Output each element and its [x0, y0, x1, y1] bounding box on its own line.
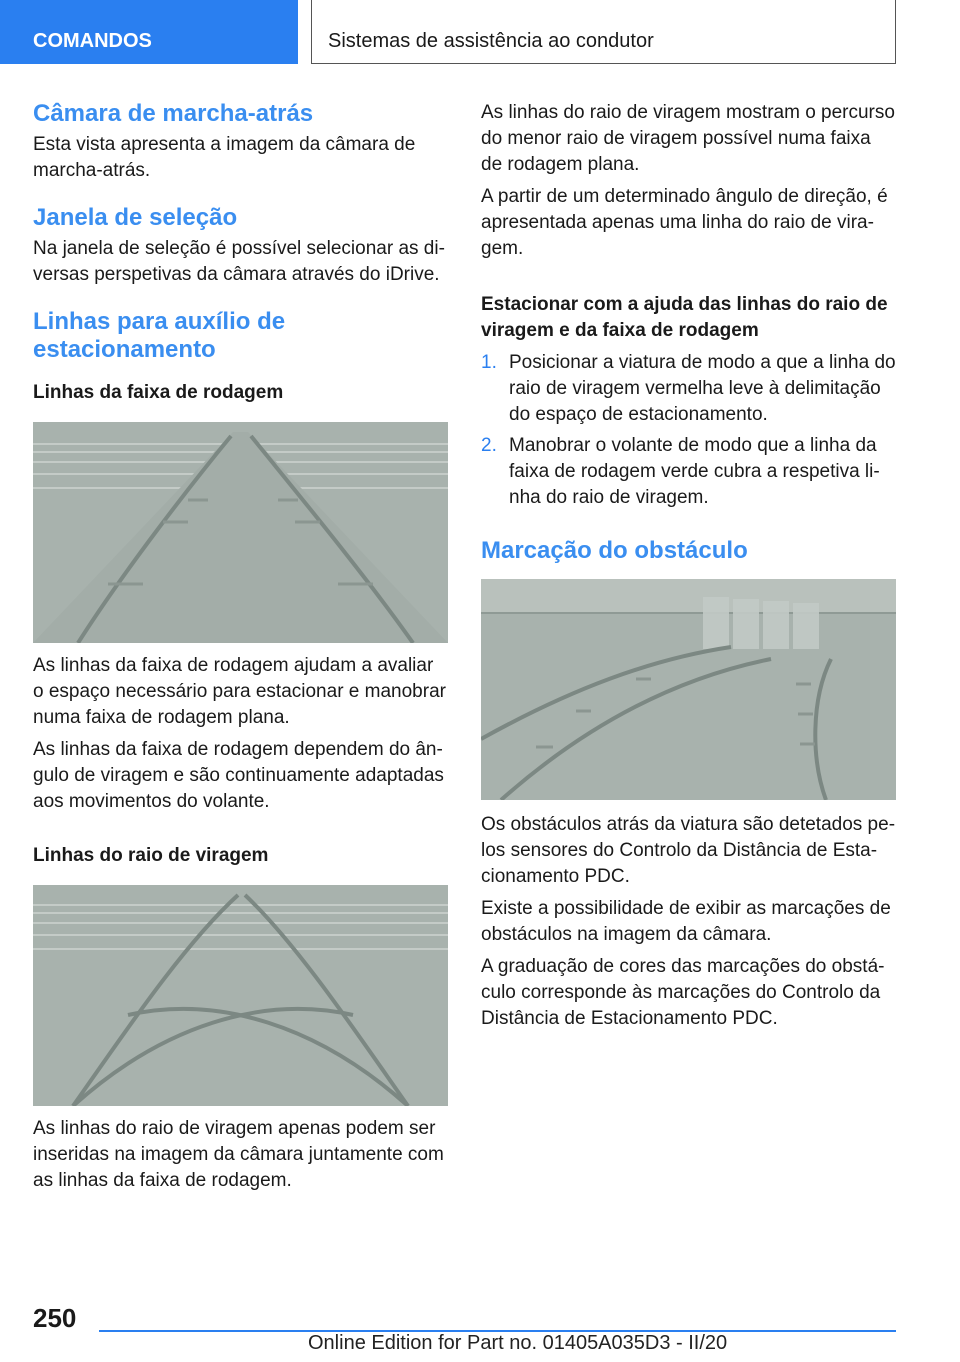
subheading-faixa: Linhas da faixa de rodagem: [33, 382, 284, 403]
paragraph-raio: As linhas do raio de viragem apenas podem ser inseridas na imagem da câmara juntamente com as linhas da faixa de rodagem.: [33, 1118, 444, 1191]
figure-turning-radius: [33, 885, 448, 1106]
paragraph-obstacle-3: A graduação de cores das marcações do obstá-culo corresponde às marcações do Controlo da Distância de Estacionamento PDC.: [481, 956, 885, 1029]
step-number: 1.: [481, 352, 497, 373]
heading-marcacao: Marcação do obstáculo: [481, 537, 748, 564]
paragraph-faixa-2: As linhas da faixa de rodagem dependem do ân-gulo de viragem e são continuamente adaptadas aos movimentos do volante.: [33, 739, 444, 812]
subheading-estacionar: Estacionar com a ajuda das linhas do raio de viragem e da faixa de rodagem: [481, 294, 888, 341]
step-text: Posicionar a viatura de modo a que a linha do raio de viragem vermelha leve à delimitação do espaço de estacionamento.: [509, 352, 896, 425]
chapter-title: Sistemas de assistência ao condutor: [311, 0, 896, 64]
list-item: [481, 433, 897, 511]
step-number: 2.: [481, 435, 497, 456]
figure-obstacle-marking: [481, 579, 896, 800]
left-column: [33, 100, 449, 1200]
paragraph-obstacle-1: Os obstáculos atrás da viatura são detetados pe-los sensores do Controlo da Distância de Esta-cionamento PDC.: [481, 814, 896, 887]
paragraph-raio-2: A partir de um determinado ângulo de direção, é apresentada apenas uma linha do raio de vira-gem.: [481, 186, 888, 259]
subheading-raio: Linhas do raio de viragem: [33, 845, 269, 866]
paragraph-faixa-1: As linhas da faixa de rodagem ajudam a avaliar o espaço necessário para estacionar e manobrar numa faixa de rodagem plana.: [33, 655, 446, 728]
heading-linhas: Linhas para auxílio de estacionamento: [33, 308, 286, 363]
page-number: 250: [33, 1303, 77, 1333]
paragraph-camera: Esta vista apresenta a imagem da câmara de marcha-atrás.: [33, 134, 416, 181]
heading-camera: Câmara de marcha-atrás: [33, 100, 314, 127]
steps-list: [481, 350, 897, 511]
paragraph-raio-1: As linhas do raio de viragem mostram o percurso do menor raio de viragem possível numa faixa de rodagem plana.: [481, 102, 895, 175]
step-text: Manobrar o volante de modo que a linha da faixa de rodagem verde cubra a respetiva li-nha do raio de viragem.: [509, 435, 880, 508]
heading-janela: Janela de seleção: [33, 204, 238, 231]
right-column: [481, 100, 897, 1038]
footer-edition: Online Edition for Part no. 01405A035D3 - II/20: [308, 1332, 728, 1354]
list-item: [481, 350, 897, 428]
section-tab: COMANDOS: [0, 0, 298, 64]
paragraph-janela: Na janela de seleção é possível selecionar as di-versas perspetivas da câmara através do iDrive.: [33, 238, 445, 285]
figure-lane-lines: [33, 422, 448, 643]
paragraph-obstacle-2: Existe a possibilidade de exibir as marcações de obstáculos na imagem da câmara.: [481, 898, 891, 945]
